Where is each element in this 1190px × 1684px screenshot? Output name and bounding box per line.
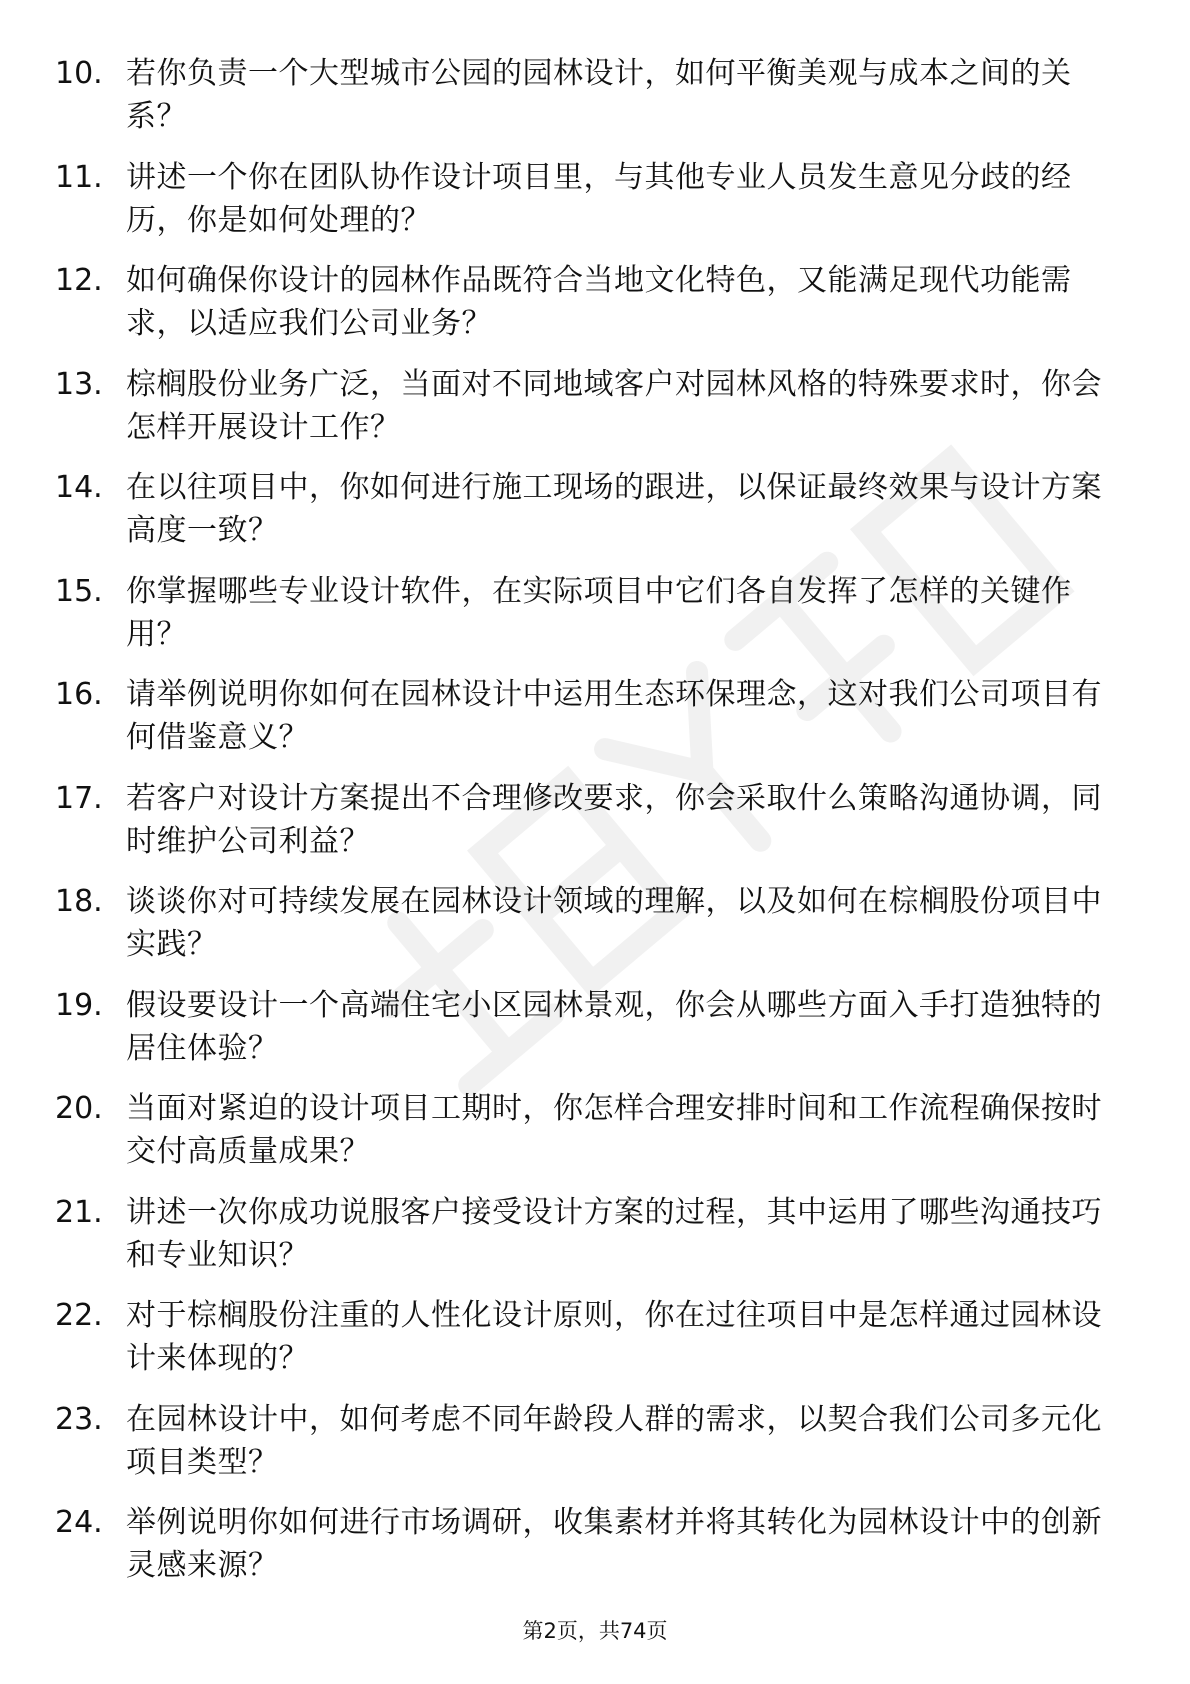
question-text: 谈谈你对可持续发展在园林设计领域的理解，以及如何在棕榈股份项目中实践？ bbox=[126, 884, 1102, 962]
question-number: 16. bbox=[55, 677, 103, 712]
question-number: 12. bbox=[55, 263, 103, 298]
question-text: 讲述一次你成功说服客户接受设计方案的过程，其中运用了哪些沟通技巧和专业知识？ bbox=[126, 1194, 1102, 1273]
question-number: 15. bbox=[55, 573, 103, 609]
question-number: 11. bbox=[55, 159, 103, 195]
question-item bbox=[0, 777, 1190, 881]
question-text: 若你负责一个大型城市公园的园林设计，如何平衡美观与成本之间的关系？ bbox=[126, 56, 1072, 134]
question-number: 13. bbox=[55, 366, 103, 402]
question-text: 讲述一个你在团队协作设计项目里，与其他专业人员发生意见分歧的经历，你是如何处理的？ bbox=[126, 159, 1072, 238]
question-item bbox=[0, 1398, 1190, 1502]
question-text: 对于棕榈股份注重的人性化设计原则，你在过往项目中是怎样通过园林设计来体现的？ bbox=[126, 1298, 1102, 1376]
question-text: 请举例说明你如何在园林设计中运用生态环保理念，这对我们公司项目有何借鉴意义？ bbox=[126, 677, 1102, 755]
question-item bbox=[0, 156, 1190, 260]
question-item bbox=[0, 466, 1190, 570]
question-number: 23. bbox=[55, 1401, 103, 1437]
question-number: 21. bbox=[55, 1194, 103, 1230]
question-item bbox=[0, 880, 1190, 984]
question-number: 18. bbox=[55, 884, 103, 919]
question-text: 如何确保你设计的园林作品既符合当地文化特色，又能满足现代功能需求，以适应我们公司业务？ bbox=[126, 263, 1072, 341]
question-text: 在以往项目中，你如何进行施工现场的跟进，以保证最终效果与设计方案高度一致？ bbox=[126, 470, 1102, 548]
question-item bbox=[0, 52, 1190, 156]
question-list bbox=[0, 52, 1190, 1605]
question-number: 22. bbox=[55, 1298, 103, 1333]
question-text: 在园林设计中，如何考虑不同年龄段人群的需求，以契合我们公司多元化项目类型？ bbox=[126, 1401, 1102, 1480]
question-item bbox=[0, 1501, 1190, 1605]
question-item bbox=[0, 673, 1190, 777]
question-number: 20. bbox=[55, 1091, 103, 1126]
question-number: 17. bbox=[55, 780, 103, 816]
question-number: 19. bbox=[55, 987, 103, 1023]
question-item bbox=[0, 570, 1190, 674]
question-text: 若客户对设计方案提出不合理修改要求，你会采取什么策略沟通协调，同时维护公司利益？ bbox=[126, 780, 1102, 859]
question-text: 棕榈股份业务广泛，当面对不同地域客户对园林风格的特殊要求时，你会怎样开展设计工作？ bbox=[126, 366, 1102, 445]
page-footer bbox=[0, 1616, 1190, 1646]
question-item bbox=[0, 259, 1190, 363]
question-item bbox=[0, 984, 1190, 1088]
question-text: 当面对紧迫的设计项目工期时，你怎样合理安排时间和工作流程确保按时交付高质量成果？ bbox=[126, 1091, 1102, 1169]
question-text: 假设要设计一个高端住宅小区园林景观，你会从哪些方面入手打造独特的居住体验？ bbox=[126, 987, 1102, 1066]
question-text: 举例说明你如何进行市场调研，收集素材并将其转化为园林设计中的创新灵感来源？ bbox=[126, 1505, 1102, 1583]
question-number: 14. bbox=[55, 470, 103, 505]
question-item bbox=[0, 363, 1190, 467]
question-item bbox=[0, 1087, 1190, 1191]
question-item bbox=[0, 1191, 1190, 1295]
question-text: 你掌握哪些专业设计软件，在实际项目中它们各自发挥了怎样的关键作用？ bbox=[126, 573, 1072, 652]
question-item bbox=[0, 1294, 1190, 1398]
question-number: 10. bbox=[55, 56, 103, 91]
question-number: 24. bbox=[55, 1505, 103, 1540]
page-number-label: 第2页，共74页 bbox=[522, 1619, 668, 1643]
